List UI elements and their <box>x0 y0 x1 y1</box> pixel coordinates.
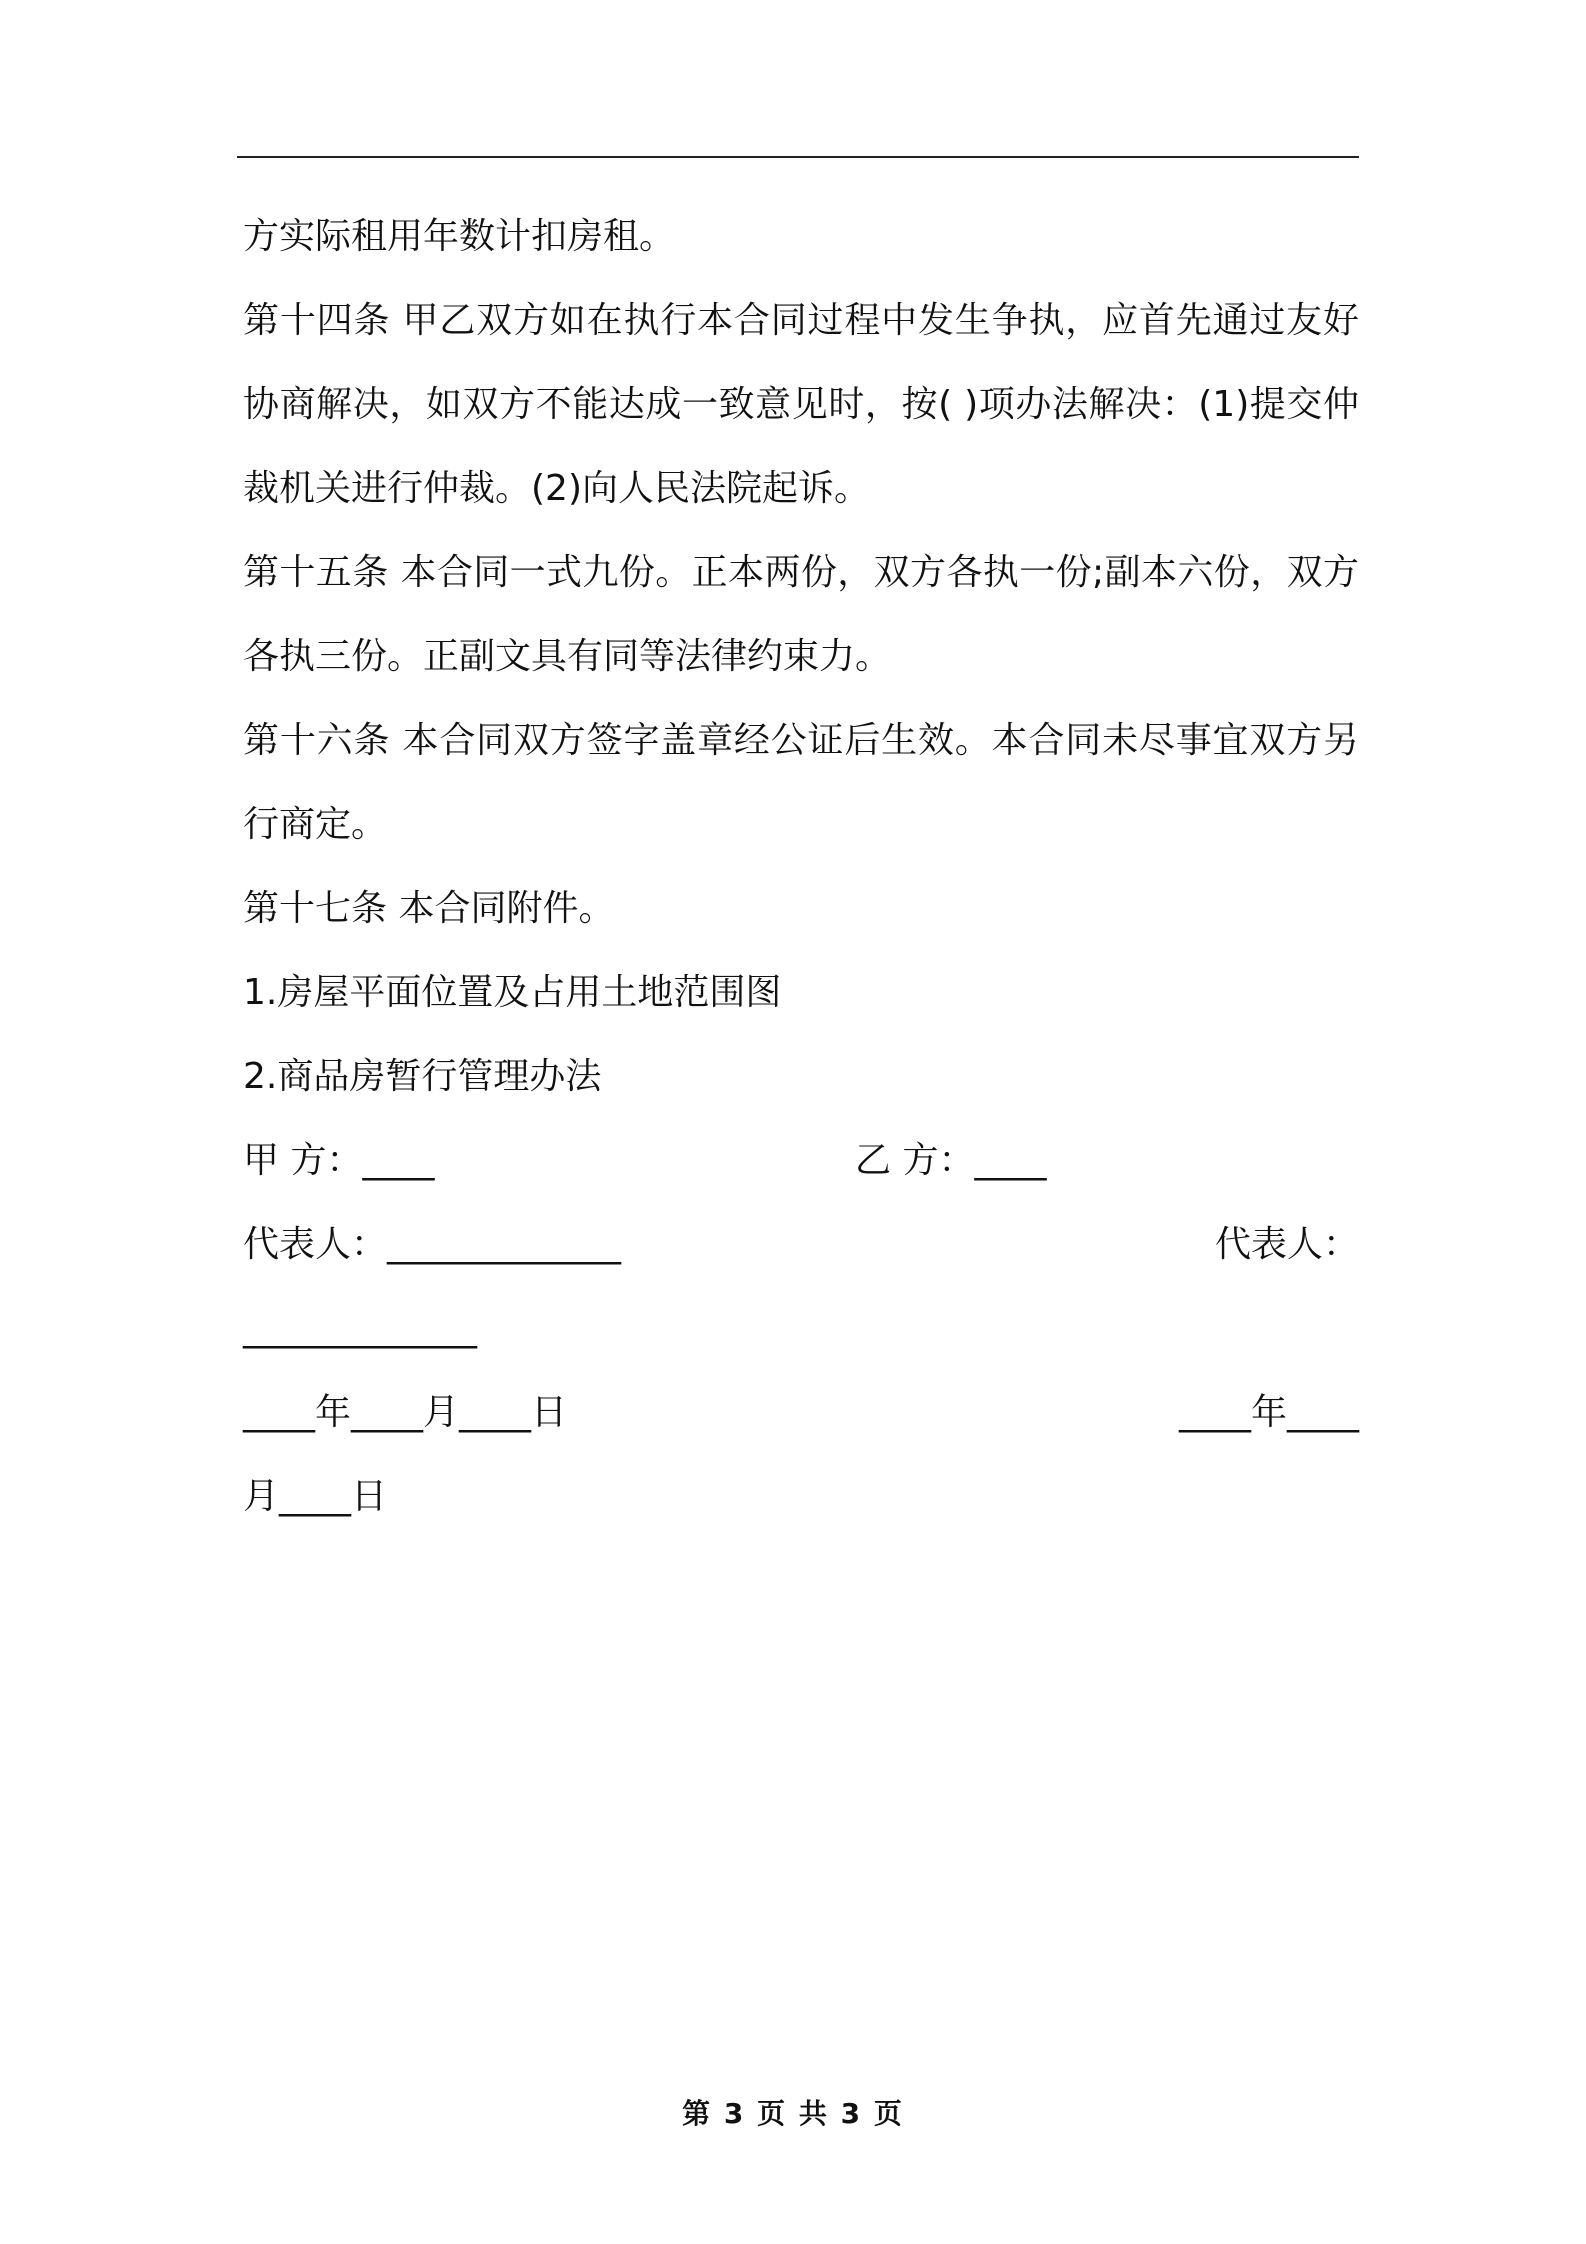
attachment-item-1: 1.房屋平面位置及占用土地范围图 <box>243 972 782 1013</box>
representative-b-label: 代表人： <box>1214 1224 1359 1265</box>
signature-parties-row <box>243 1119 1359 1203</box>
paragraph-article-14: 第十四条 甲乙双方如在执行本合同过程中发生争执，应首先通过友好协商解决，如双方不能达成一致意见时，按( )项办法解决：(1)提交仲裁机关进行仲裁。(2)向人民法院起诉。 <box>243 300 1359 509</box>
page-number: 第 3 页 共 3 页 <box>682 2097 904 2130</box>
representative-a: 代表人：_____________ <box>243 1224 622 1265</box>
representative-b-line: _____________ <box>243 1308 477 1349</box>
date-b-continued: 月____日 <box>243 1476 388 1517</box>
paragraph-rent-deduction: 方实际租用年数计扣房租。 <box>243 216 676 257</box>
representative-row <box>243 1203 1359 1287</box>
party-a-signature: 甲 方：____ <box>243 1140 435 1181</box>
paragraph-article-17: 第十七条 本合同附件。 <box>243 888 615 929</box>
paragraph-article-15: 第十五条 本合同一式九份。正本两份，双方各执一份;副本六份，双方各执三份。正副文具有同等法律约束力。 <box>243 552 1359 677</box>
header-rule <box>237 156 1359 158</box>
date-row <box>243 1371 1359 1455</box>
paragraph-article-16: 第十六条 本合同双方签字盖章经公证后生效。本合同未尽事宜双方另行商定。 <box>243 720 1359 845</box>
date-b: ____年____ <box>1178 1392 1359 1433</box>
attachment-item-2: 2.商品房暂行管理办法 <box>243 1056 602 1097</box>
party-b-signature: 乙 方：____ <box>855 1140 1047 1181</box>
document-body <box>243 195 1359 1539</box>
date-a: ____年____月____日 <box>243 1392 568 1433</box>
